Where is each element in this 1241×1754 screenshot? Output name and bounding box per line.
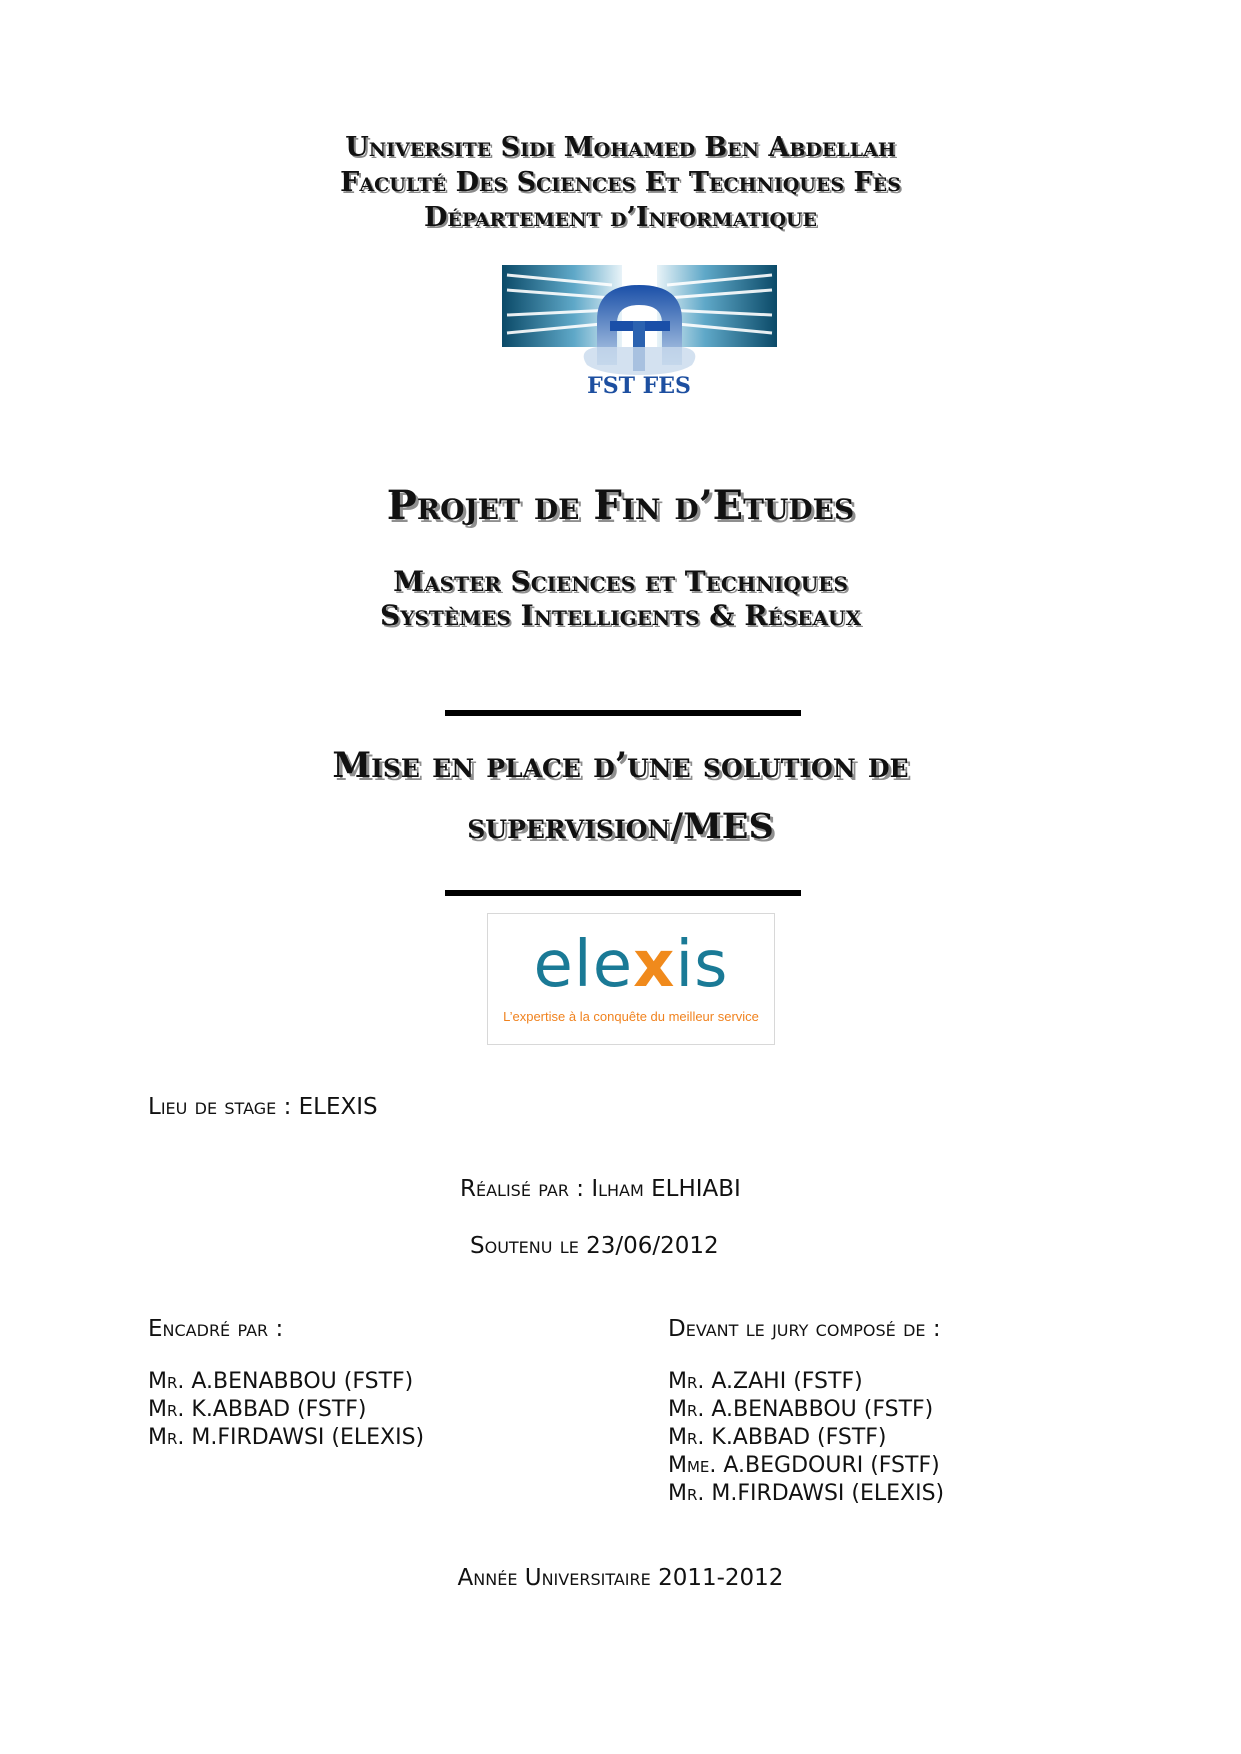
fst-fes-logo	[502, 265, 777, 410]
supervisors-heading: Encadré par :	[148, 1316, 284, 1342]
jury-member: Mme. A.BEGDOURI (FSTF)	[668, 1453, 940, 1478]
program-line-2: Systèmes Intelligents & Réseaux	[379, 599, 861, 632]
defense-line	[470, 1233, 719, 1259]
svg-text:FST FES: FST FES	[587, 373, 691, 399]
jury-list	[668, 1368, 944, 1508]
internship-location	[148, 1094, 378, 1120]
defense-date: 23/06/2012	[586, 1233, 719, 1259]
academic-year-label: Année Universitaire	[457, 1565, 651, 1591]
supervisor-item: Mr. M.FIRDAWSI (ELEXIS)	[148, 1425, 425, 1450]
faculty-name: Faculté Des Sciences Et Techniques Fès	[340, 167, 901, 198]
elexis-x-icon: x	[633, 928, 676, 1002]
divider-top	[445, 710, 801, 716]
academic-year-value: 2011-2012	[658, 1565, 784, 1591]
elexis-word-left: ele	[533, 928, 634, 1002]
department-name: Département d’Informatique	[423, 202, 818, 233]
elexis-word-right: is	[675, 928, 729, 1002]
program-block	[0, 565, 1241, 633]
supervisors-section	[148, 1316, 424, 1452]
jury-heading: Devant le jury composé de :	[668, 1316, 941, 1342]
supervisor-item: Mr. K.ABBAD (FSTF)	[148, 1397, 367, 1422]
project-title-line-1: Mise en place d’une solution de	[332, 745, 909, 786]
divider-bottom	[445, 890, 801, 896]
jury-member: Mr. M.FIRDAWSI (ELEXIS)	[668, 1481, 945, 1506]
institution-header	[0, 130, 1241, 235]
author-label: Réalisé par :	[460, 1176, 584, 1202]
author-name: Ilham ELHIABI	[591, 1176, 741, 1202]
defense-label: Soutenu le	[470, 1233, 579, 1259]
elexis-wordmark	[488, 928, 774, 1002]
elexis-logo	[487, 913, 775, 1045]
project-title-line-2: supervision/MES	[467, 806, 774, 847]
supervisors-list	[148, 1368, 424, 1452]
supervisor-item: Mr. A.BENABBOU (FSTF)	[148, 1369, 414, 1394]
academic-year	[0, 1565, 1241, 1591]
internship-label: Lieu de stage :	[148, 1094, 292, 1120]
program-line-1: Master Sciences et Techniques	[393, 565, 848, 598]
elexis-tagline: L’expertise à la conquête du meilleur service	[503, 1009, 759, 1024]
internship-value: ELEXIS	[298, 1094, 378, 1120]
jury-section	[668, 1316, 944, 1508]
jury-member: Mr. A.BENABBOU (FSTF)	[668, 1397, 934, 1422]
jury-member: Mr. K.ABBAD (FSTF)	[668, 1425, 887, 1450]
university-name: Universite Sidi Mohamed Ben Abdellah	[345, 132, 896, 163]
jury-member: Mr. A.ZAHI (FSTF)	[668, 1369, 863, 1394]
fst-emblem-icon	[502, 265, 777, 410]
document-type-title: Projet de Fin d’Etudes	[386, 482, 855, 529]
author-line	[460, 1176, 741, 1202]
